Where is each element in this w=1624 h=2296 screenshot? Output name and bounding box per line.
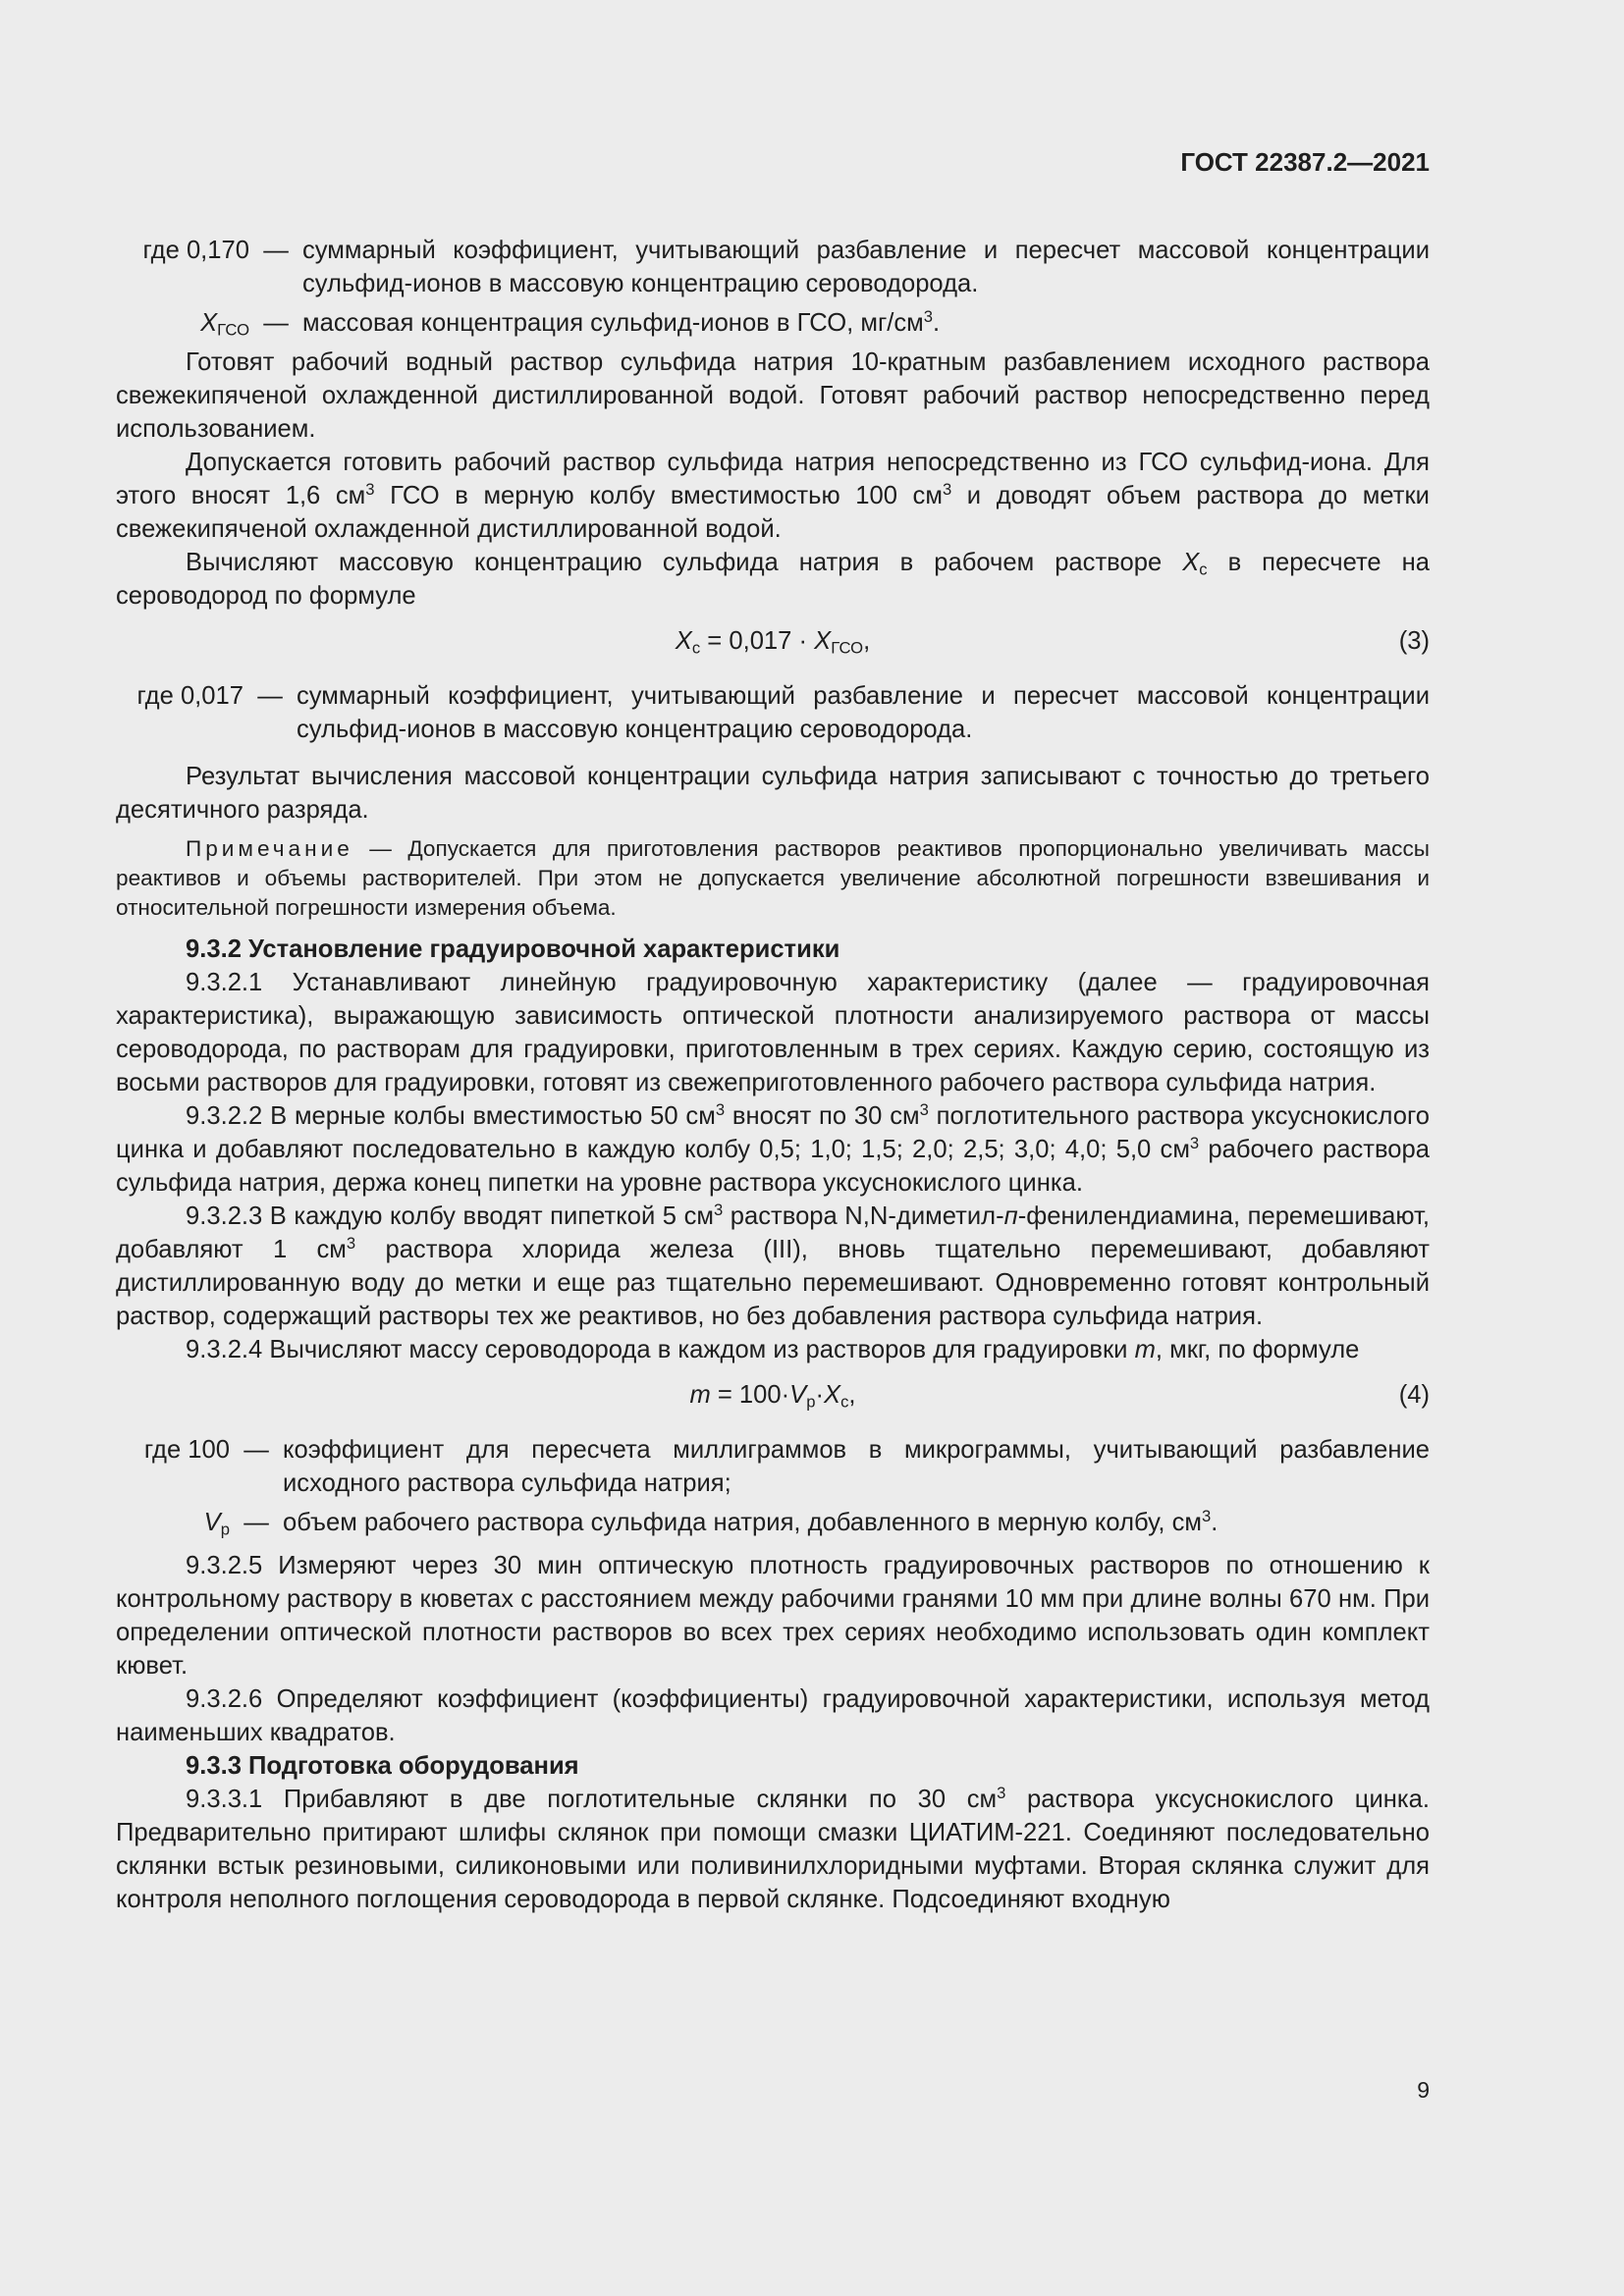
definition-text: суммарный коэффициент, учитывающий разбавление и пересчет массовой концентрации сульфид-ионов в массовую концентрацию сероводорода.: [302, 237, 1430, 297]
definition-item: где 100 — коэффициент для пересчета миллиграммов в микрограммы, учитывающий разбавление исходного раствора сульфида натрия;: [116, 1433, 1430, 1500]
formula-number: (4): [1398, 1381, 1430, 1409]
definition-text: массовая концентрация сульфид-ионов в ГСО, $мг/см^3$.: [302, 306, 941, 337]
definition-symbol: где 0,170: [142, 237, 249, 264]
paragraph: 9.3.2.1 Устанавливают линейную градуировочную характеристику (далее — градуировочная характеристика), выражающую зависимость оптической плотности анализируемого раствора от массы сероводорода, по растворам для градуировки, приготовленным в трех сериях. Каждую серию, состоящую из восьми растворов для градуировки, готовят из свежеприготовленного рабочего раствора сульфида натрия.: [116, 969, 1430, 1096]
definition-symbol: где 100: [143, 1436, 230, 1464]
paragraph: Допускается готовить рабочий раствор сульфида натрия непосредственно из ГСО сульфид-иона. Для этого вносят 1,6 $см^3$ ГСО в мерную колбу вместимостью 100 $см^3$ и доводят объем раствора до метки свежекипяченой охлажденной дистиллированной водой.: [116, 449, 1430, 543]
definition-symbol: $V_р$: [203, 1509, 230, 1539]
definition-item: где 0,170 — суммарный коэффициент, учитывающий разбавление и пересчет массовой концентрации сульфид-ионов в массовую концентрацию сероводорода.: [116, 234, 1430, 300]
paragraph: 9.3.2.4 Вычисляют массу сероводорода в каждом из растворов для градуировки m, мкг, по формуле: [186, 1336, 1360, 1363]
note: [116, 834, 1430, 923]
document-header: ГОСТ 22387.2—2021: [1180, 147, 1430, 177]
page-number: 9: [1417, 2077, 1430, 2103]
note-label: Примечание: [186, 836, 353, 861]
definition-symbol: $X_{ГСО}$: [200, 309, 249, 340]
formula-number: (3): [1398, 627, 1430, 655]
page-body: [116, 234, 1430, 1916]
paragraph: Готовят рабочий водный раствор сульфида натрия 10-кратным разбавлением исходного раствора свежекипяченой охлажденной дистиллированной водой. Готовят рабочий раствор непосредственно перед использованием.: [116, 348, 1430, 443]
definition-text: объем рабочего раствора сульфида натрия, добавленного в мерную колбу, $см^3$.: [283, 1506, 1218, 1536]
paragraph: 9.3.2.6 Определяют коэффициент (коэффициенты) градуировочной характеристики, используя метод наименьших квадратов.: [116, 1685, 1430, 1746]
definition-item: где 0,017 — суммарный коэффициент, учитывающий разбавление и пересчет массовой концентрации сульфид-ионов в массовую концентрацию сероводорода.: [116, 679, 1430, 746]
formula-4: [116, 1378, 1430, 1417]
definition-text: коэффициент для пересчета миллиграммов в микрограммы, учитывающий разбавление исходного раствора сульфида натрия;: [283, 1436, 1430, 1497]
paragraph: Результат вычисления массовой концентрации сульфида натрия записывают с точностью до третьего десятичного разряда.: [116, 763, 1430, 824]
paragraph: 9.3.2.5 Измеряют через 30 мин оптическую плотность градуировочных растворов по отношению к контрольному раствору в кюветах с расстоянием между рабочими гранями 10 мм при длине волны 670 нм. При определении оптической плотности растворов во всех трех сериях необходимо использовать один комплект кювет.: [116, 1552, 1430, 1680]
paragraph: 9.3.3.1 Прибавляют в две поглотительные склянки по 30 $см^3$ раствора уксуснокислого цинка. Предварительно притирают шлифы склянок при помощи смазки ЦИАТИМ-221. Соединяют последовательно склянки встык резиновыми, силиконовыми или поливинилхлоридными муфтами. Вторая склянка служит для контроля неполного поглощения сероводорода в первой склянке. Подсоединяют входную: [116, 1783, 1431, 1913]
definition-item: $V_р$ — объем рабочего раствора сульфида натрия, добавленного в мерную колбу, $см^3$.: [116, 1506, 1430, 1539]
paragraph: 9.3.2.2 В мерные колбы вместимостью 50 $см^3$ вносят по 30 $см^3$ поглотительного раствора уксуснокислого цинка и добавляют последовательно в каждую колбу 0,5; 1,0; 1,5; 2,0; 2,5; 3,0; 4,0; 5,0 $см^3$ рабочего раствора сульфида натрия, держа конец пипетки на уровне раствора уксуснокислого цинка.: [116, 1099, 1430, 1197]
formula-expression: $m = 100\cdot V_р\cdot X_с$,: [689, 1381, 856, 1412]
definition-item: $X_{ГСО}$ — массовая концентрация сульфид-ионов в ГСО, $мг/см^3$.: [116, 306, 1430, 340]
definition-symbol: где 0,017: [136, 682, 244, 710]
paragraph: Вычисляют массовую концентрацию сульфида натрия в рабочем растворе $X_с$ в пересчете на сероводород по формуле: [116, 549, 1430, 610]
section-heading: 9.3.3 Подготовка оборудования: [186, 1752, 579, 1780]
definition-text: суммарный коэффициент, учитывающий разбавление и пересчет массовой концентрации сульфид-ионов в массовую концентрацию сероводорода.: [297, 682, 1430, 743]
paragraph: 9.3.2.3 В каждую колбу вводят пипеткой 5 $см^3$ раствора N,N-диметил-п-фенилендиамина, перемешивают, добавляют 1 $см^3$ раствора хлорида железа (III), вновь тщательно перемешивают, добавляют дистиллированную воду до метки и еще раз тщательно перемешивают. Одновременно готовят контрольный раствор, содержащий растворы тех же реактивов, но без добавления раствора сульфида натрия.: [116, 1200, 1430, 1330]
note-text: — Допускается для приготовления растворов реактивов пропорционально увеличивать массы реактивов и объемы растворителей. При этом не допускается увеличение абсолютной погрешности взвешивания и относительной погрешности измерения объема.: [116, 836, 1430, 920]
formula-expression: $X_с = 0,017 \cdot X_{ГСО}$,: [675, 627, 871, 658]
section-heading: 9.3.2 Установление градуировочной характеристики: [186, 935, 840, 963]
formula-3: [116, 624, 1430, 664]
